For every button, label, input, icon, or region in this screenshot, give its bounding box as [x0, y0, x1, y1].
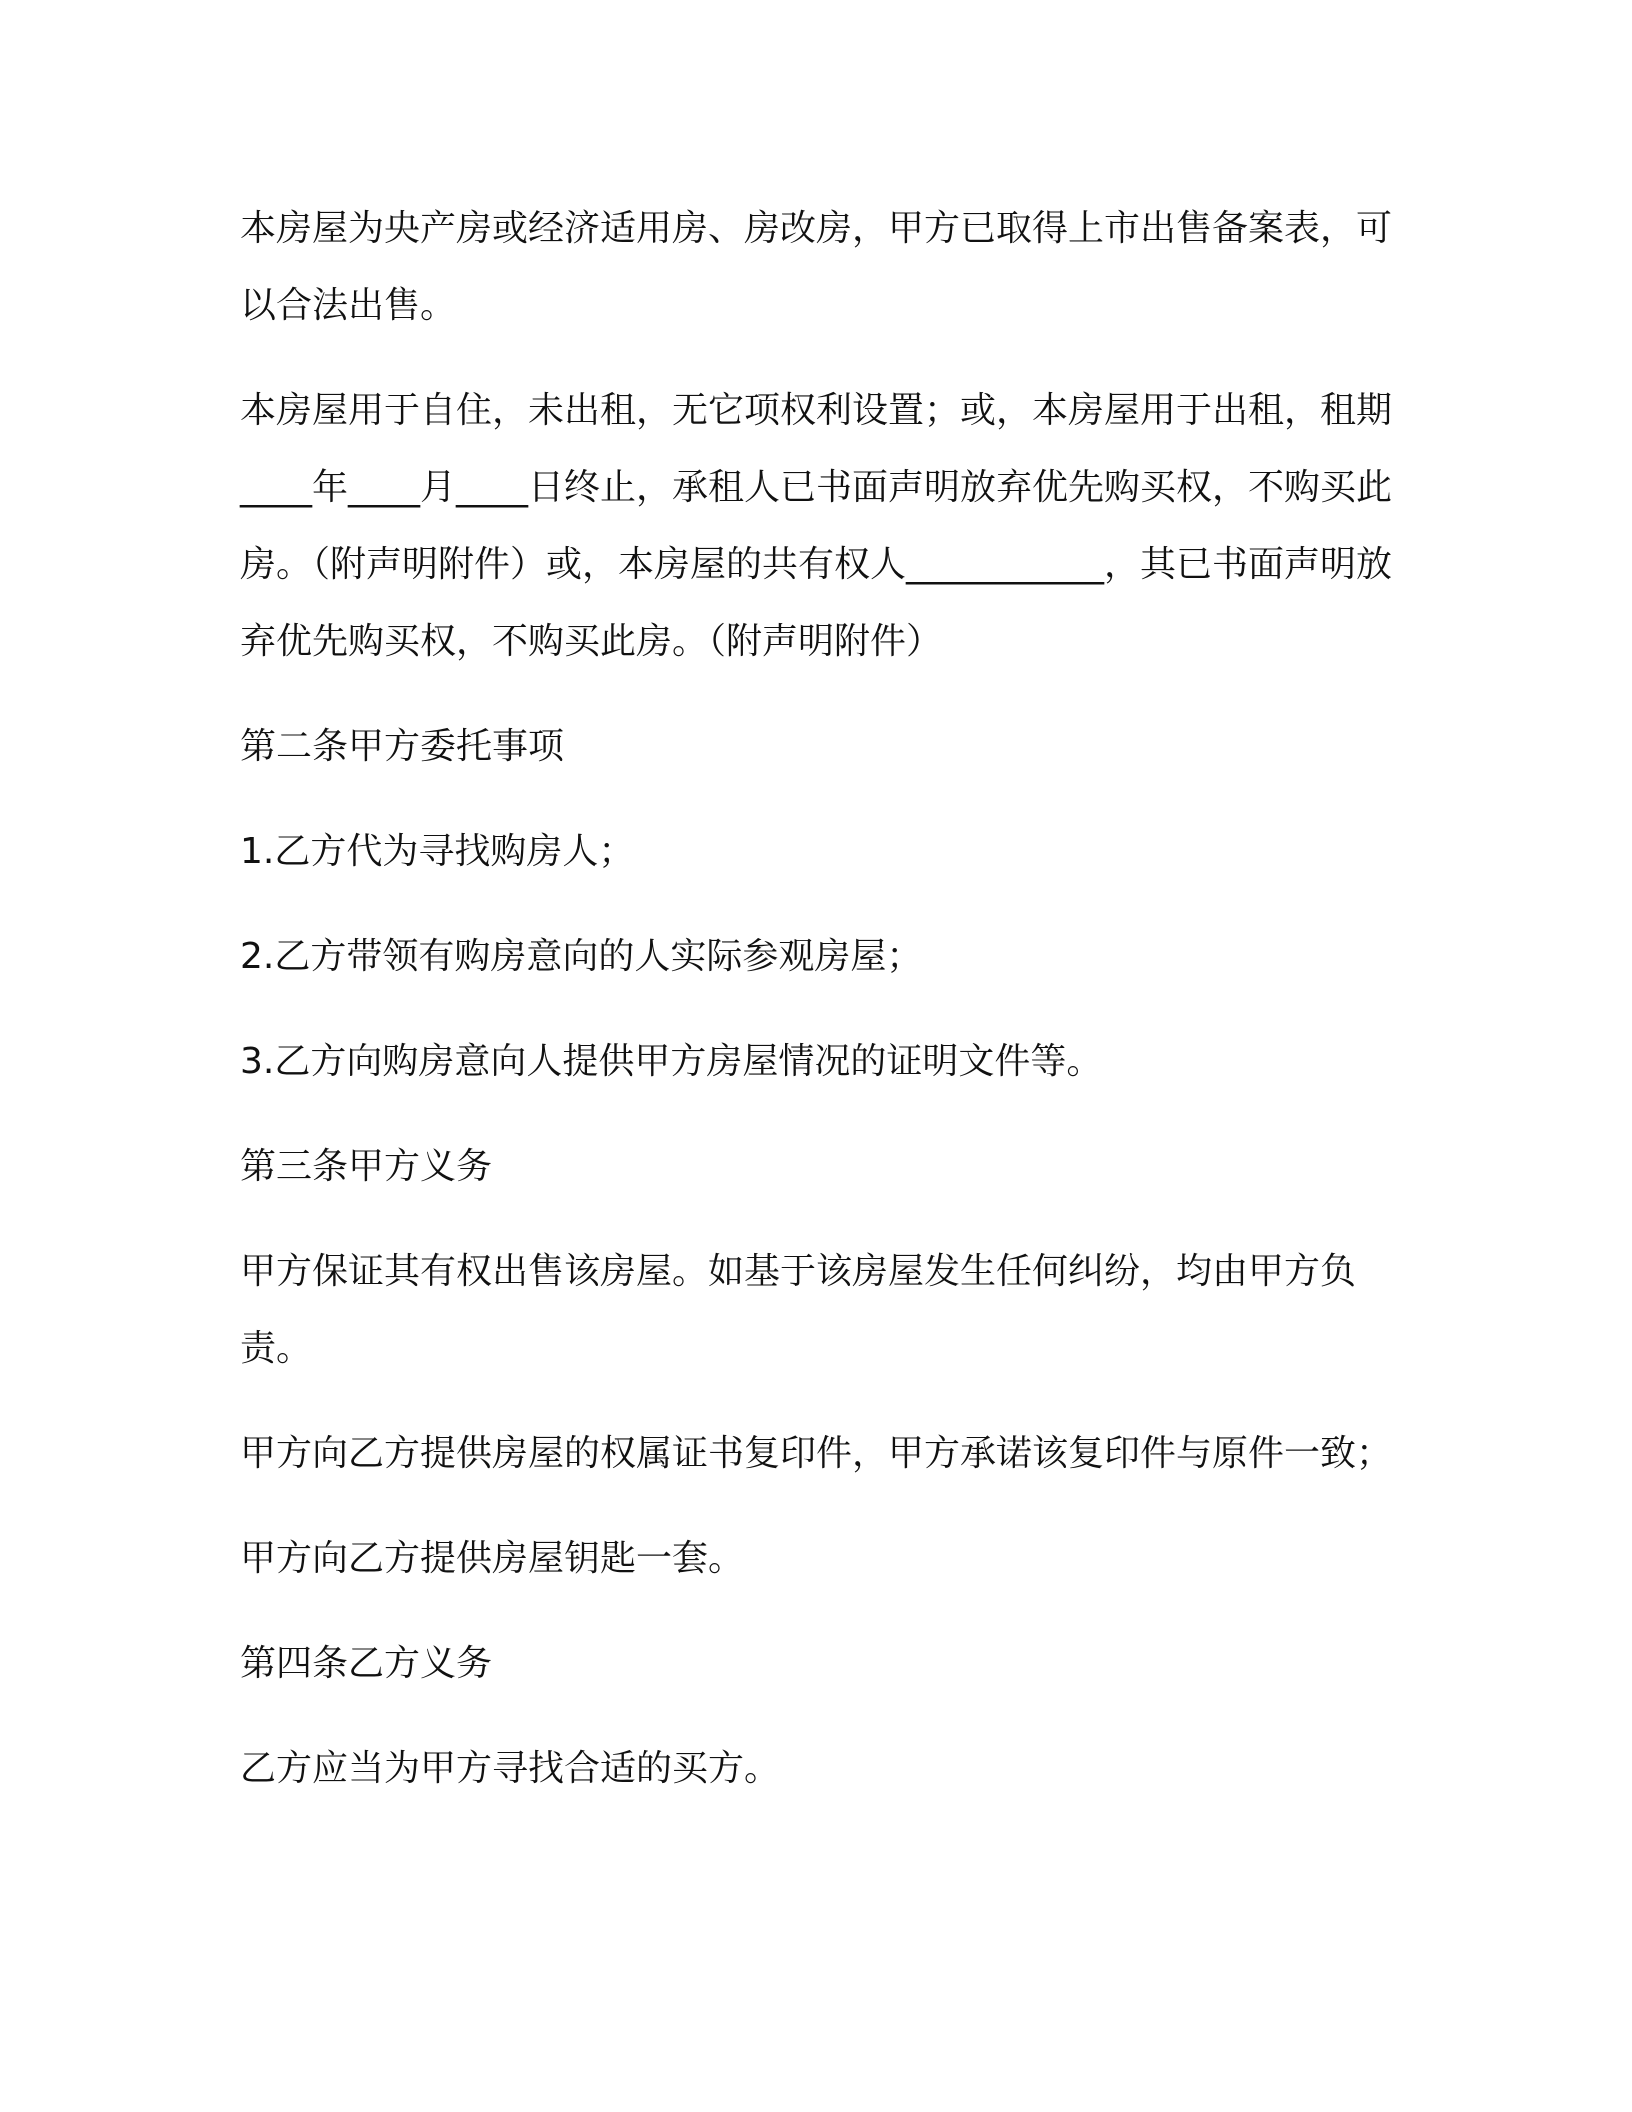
paragraph-property-type: 本房屋为央产房或经济适用房、房改房，甲方已取得上市出售备案表，可以合法出售。	[240, 208, 1393, 326]
list-item-2: 2.乙方带领有购房意向的人实际参观房屋；	[240, 936, 923, 977]
paragraph-seller-guarantee: 甲方保证其有权出售该房屋。如基于该房屋发生任何纠纷，均由甲方负责。	[240, 1251, 1357, 1369]
heading-article-3: 第三条甲方义务	[240, 1146, 493, 1187]
paragraph-property-use: 本房屋用于自住，未出租，无它项权利设置；或，本房屋用于出租，租期____年____月____日终止，承租人已书面声明放弃优先购买权，不购买此房。（附声明附件）或，本房屋的共有权人___________，其已书面声明放弃优先购买权，不购买此房。（附声明附件）	[240, 390, 1393, 662]
heading-article-2: 第二条甲方委托事项	[240, 726, 565, 767]
document-body	[240, 190, 1400, 1835]
paragraph-agent-duty: 乙方应当为甲方寻找合适的买方。	[240, 1748, 781, 1789]
paragraph-seller-keys: 甲方向乙方提供房屋钥匙一套。	[240, 1538, 745, 1579]
heading-article-4: 第四条乙方义务	[240, 1643, 493, 1684]
paragraph-seller-documents: 甲方向乙方提供房屋的权属证书复印件，甲方承诺该复印件与原件一致；	[240, 1433, 1393, 1474]
list-item-3: 3.乙方向购房意向人提供甲方房屋情况的证明文件等。	[240, 1041, 1103, 1082]
list-item-1: 1.乙方代为寻找购房人；	[240, 831, 635, 872]
